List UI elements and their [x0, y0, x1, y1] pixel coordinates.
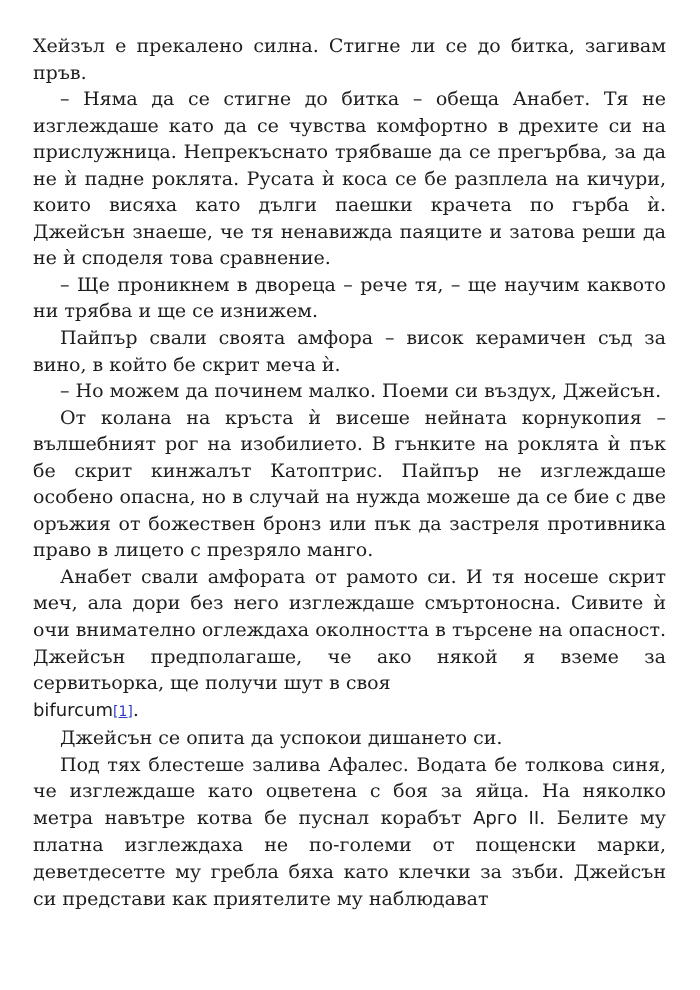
paragraph-text: – Няма да се стигне до битка – обеща Анабет. Тя не изглеждаше като да се чувства комфортно в дрехите си на прислужница. Непрекъснато трябваше да се прегърбва, за да не ѝ падне роклята. Русата ѝ коса се бе разплела на кичури, които висяха като дълги паешки крачета по гърба ѝ. Джейсън знаеше, че тя ненавижда паяците и затова реши да не ѝ споделя това сравнение. [33, 88, 666, 270]
paragraph-text: Под тях блестеше залива Афалес. Водата бе толкова синя, че изглеждаше като оцветена с боя за яйца. На няколко метра навътре котва бе пуснал корабът [33, 753, 666, 829]
latin-term: bifurcum [33, 699, 114, 721]
book-page [33, 33, 666, 912]
paragraph-7 [33, 564, 666, 725]
paragraph-text-end: . Белите му платна изглеждаха не по-големи от пощенски марки, деветдесетте му гребла бяха като клечки за зъби. Джейсън си представи как приятелите му наблюдават [33, 806, 666, 910]
paragraph-text: – Но можем да починем малко. Поеми си въздух, Джейсън. [60, 380, 662, 403]
paragraph-text: Хейзъл е прекалено силна. Стигне ли се до битка, загивам пръв. [33, 35, 666, 84]
paragraph-8 [33, 725, 666, 752]
paragraph-5 [33, 378, 666, 405]
paragraph-text-end: . [132, 698, 139, 721]
paragraph-6 [33, 405, 666, 564]
paragraph-4 [33, 325, 666, 378]
paragraph-1 [33, 33, 666, 86]
paragraph-text: – Ще проникнем в двореца – рече тя, – ще научим каквото ни трябва и ще се изнижем. [33, 273, 666, 323]
paragraph-text: От колана на кръста ѝ висеше нейната корнукопия – вълшебният рог на изобилието. В гънките на роклята ѝ пък бе скрит кинжалът Катоптрис. Пайпър не изглеждаше особено опасна, но в случай на нужда можеше да се бие с две оръжия от божествен бронз или пък да застреля противника право в лицето с презряло манго. [33, 406, 666, 562]
paragraph-text: Джейсън се опита да успокои дишането си. [60, 727, 503, 750]
paragraph-9 [33, 752, 666, 912]
ship-name: Арго II [473, 807, 540, 829]
footnote-link[interactable]: [1] [113, 703, 133, 720]
paragraph-text: Анабет свали амфората от рамото си. И тя носеше скрит меч, ала дори без него изглеждаше смъртоносна. Сивите ѝ очи внимателно оглеждаха околността в търсене на опасност. Джейсън предполагаше, че ако някой я вземе за сервитьорка, ще получи шут в своя [33, 565, 666, 695]
paragraph-3 [33, 272, 666, 325]
paragraph-2 [33, 86, 666, 272]
paragraph-text: Пайпър свали своята амфора – висок керамичен съд за вино, в който бе скрит меча ѝ. [33, 327, 666, 376]
